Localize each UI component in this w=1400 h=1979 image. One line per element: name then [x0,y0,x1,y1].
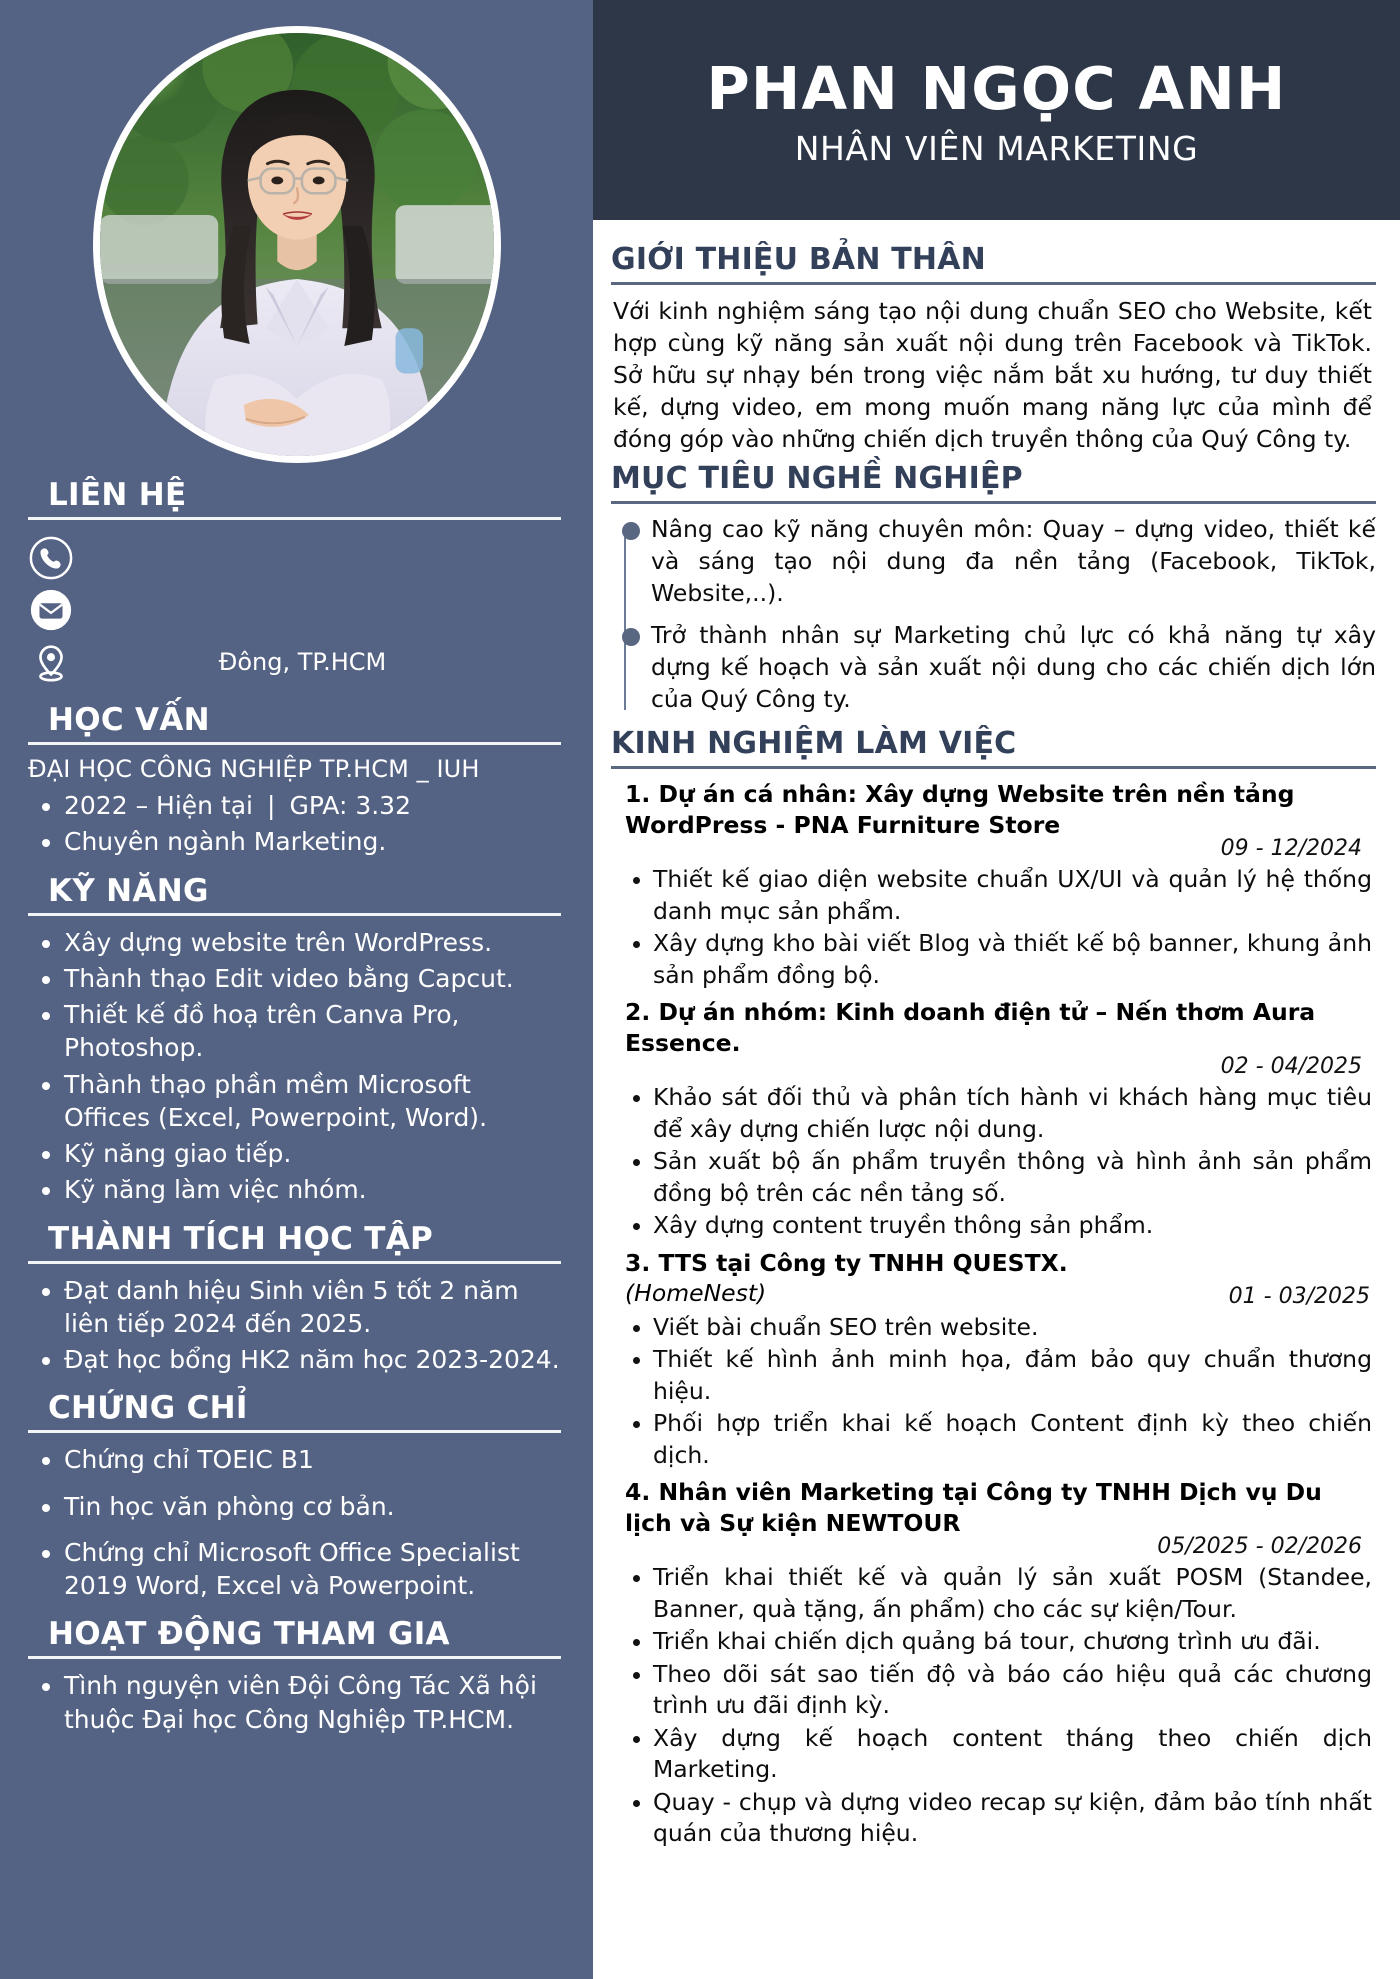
list-item: Thiết kế giao diện website chuẩn UX/UI và quản lý hệ thống danh mục sản phẩm. [611,864,1372,927]
contact-heading: LIÊN HỆ [48,477,187,513]
contact-row-phone[interactable] [28,532,561,584]
page-title: PHAN NGỌC ANH [706,53,1287,123]
activities-heading: HOẠT ĐỘNG THAM GIA [48,1616,450,1653]
contact-rule [28,517,561,520]
list-item: Chứng chỉ TOEIC B1 [28,1443,561,1476]
experience-bullets [611,1312,1376,1471]
experience-bullets [611,1562,1376,1849]
skills-list [28,926,561,1207]
list-item: Quay - chụp và dựng video recap sự kiện, đảm bảo tính nhất quán của thương hiệu. [611,1787,1372,1850]
activities-rule [28,1656,561,1659]
education-heading: HỌC VẤN [48,702,210,738]
education-list [28,789,561,859]
experience-title-main: 3. TTS tại Công ty TNHH QUESTX. [625,1248,1068,1277]
section-achievements [28,1221,561,1377]
experience-list [611,779,1376,1850]
list-item: Chứng chỉ Microsoft Office Specialist 2019 Word, Excel và Powerpoint. [28,1536,561,1603]
experience-date: 02 - 04/2025 [1220,1054,1362,1080]
achievements-list [28,1274,561,1377]
portrait-photo [100,33,494,456]
experience-bullets [611,864,1376,991]
main-column [593,0,1400,1979]
achievements-rule [28,1261,561,1264]
list-item: Trở thành nhân sự Marketing chủ lực có khả năng tự xây dựng kế hoạch và sản xuất nội dung cho các chiến dịch lớn của Quý Công ty. [617,620,1376,716]
about-rule [611,282,1376,285]
education-rule [28,742,561,745]
education-school: ĐẠI HỌC CÔNG NGHIỆP TP.HCM _ IUH [28,755,480,783]
contact-row-location[interactable] [28,636,561,688]
experience-date: 09 - 12/2024 [1220,836,1362,862]
list-item: Viết bài chuẩn SEO trên website. [611,1312,1372,1343]
objective-list [611,514,1376,716]
experience-entry [611,1477,1376,1849]
list-item [28,789,561,822]
list-item: Chuyên ngành Marketing. [28,825,561,858]
list-item: Xây dựng content truyền thông sản phẩm. [611,1210,1372,1241]
experience-entry [611,997,1376,1242]
experience-date: 05/2025 - 02/2026 [1157,1534,1362,1560]
location-icon [28,639,84,685]
section-contact [28,477,561,688]
certificates-list [28,1443,561,1602]
contact-rows [28,532,561,688]
education-separator: | [267,791,276,820]
list-item: Triển khai thiết kế và quản lý sản xuất POSM (Standee, Banner, quà tặng, ấn phẩm) cho các sự kiện/Tour. [611,1562,1372,1625]
list-item: Triển khai chiến dịch quảng bá tour, chương trình ưu đãi. [611,1626,1372,1657]
section-skills [28,873,561,1207]
list-item: Theo dõi sát sao tiến độ và báo cáo hiệu quả các chương trình ưu đãi định kỳ. [611,1659,1372,1722]
activities-list [28,1669,561,1736]
experience-rule [611,766,1376,769]
about-heading: GIỚI THIỆU BẢN THÂN [611,242,986,277]
list-item: Đạt học bổng HK2 năm học 2023-2024. [28,1343,561,1376]
certificates-rule [28,1430,561,1433]
sidebar [0,0,593,1979]
list-item: Nâng cao kỹ năng chuyên môn: Quay – dựng video, thiết kế và sáng tạo nội dung đa nền tảng (Facebook, TikTok, Website,..). [617,514,1376,610]
list-item: Thành thạo Edit video bằng Capcut. [28,962,561,995]
list-item: Kỹ năng giao tiếp. [28,1137,561,1170]
education-gpa: GPA: 3.32 [289,791,411,820]
list-item: Xây dựng kế hoạch content tháng theo chiến dịch Marketing. [611,1723,1372,1786]
objective-rule [611,501,1376,504]
list-item: Xây dựng website trên WordPress. [28,926,561,959]
experience-title: 2. Dự án nhóm: Kinh doanh điện tử – Nến thơm Aura Essence. [625,998,1316,1057]
section-education [28,702,561,859]
achievements-heading: THÀNH TÍCH HỌC TẬP [48,1220,434,1257]
name-banner [593,0,1400,220]
experience-bullets [611,1082,1376,1241]
list-item: Đạt danh hiệu Sinh viên 5 tốt 2 năm liên tiếp 2024 đến 2025. [28,1274,561,1341]
avatar-wrap [0,0,593,463]
job-title: NHÂN VIÊN MARKETING [794,129,1199,169]
contact-row-email[interactable] [28,584,561,636]
list-item: Tình nguyện viên Đội Công Tác Xã hội thuộc Đại học Công Nghiệp TP.HCM. [28,1669,561,1736]
list-item: Thiết kế đồ hoạ trên Canva Pro, Photoshop. [28,998,561,1065]
objective-heading: MỤC TIÊU NGHỀ NGHIỆP [611,461,1023,497]
list-item: Thành thạo phần mềm Microsoft Offices (Excel, Powerpoint, Word). [28,1068,561,1135]
experience-title-note: (HomeNest) [625,1279,767,1308]
certificates-heading: CHỨNG CHỈ [48,1390,248,1427]
experience-title [611,1248,1215,1309]
section-certificates [28,1390,561,1602]
experience-title: 1. Dự án cá nhân: Xây dựng Website trên nền tảng WordPress - PNA Furniture Store [625,780,1295,839]
section-about [611,242,1376,455]
phone-icon [28,535,84,581]
section-objective [611,461,1376,716]
about-text: Với kinh nghiệm sáng tạo nội dung chuẩn SEO cho Website, kết hợp cùng kỹ năng sản xuất nội dung trên Facebook và TikTok. Sở hữu sự nhạy bén trong việc nắm bắt xu hướng, tư duy thiết kế, dựng video, em mong muốn mang năng lực của mình để đóng góp vào những chiến dịch truyền thông của Quý Công ty. [613,297,1372,454]
section-activities [28,1616,561,1736]
experience-title: 4. Nhân viên Marketing tại Công ty TNHH Dịch vụ Du lịch và Sự kiện NEWTOUR [625,1478,1322,1537]
email-icon [28,587,84,633]
experience-heading: KINH NGHIỆM LÀM VIỆC [611,726,1017,762]
experience-entry [611,779,1376,991]
list-item: Kỹ năng làm việc nhóm. [28,1173,561,1206]
experience-date: 01 - 03/2025 [1228,1283,1370,1309]
skills-rule [28,913,561,916]
list-item: Xây dựng kho bài viết Blog và thiết kế bộ banner, khung ảnh sản phẩm đồng bộ. [611,928,1372,991]
avatar [93,26,501,463]
contact-value-location: Đông, TP.HCM [218,648,387,676]
list-item: Sản xuất bộ ấn phẩm truyền thông và hình ảnh sản phẩm đồng bộ trên các nền tảng số. [611,1146,1372,1209]
list-item: Phối hợp triển khai kế hoạch Content định kỳ theo chiến dịch. [611,1408,1372,1471]
experience-entry [611,1248,1376,1472]
list-item: Tin học văn phòng cơ bản. [28,1490,561,1523]
skills-heading: KỸ NĂNG [48,872,209,909]
list-item: Thiết kế hình ảnh minh họa, đảm bảo quy chuẩn thương hiệu. [611,1344,1372,1407]
list-item: Khảo sát đối thủ và phân tích hành vi khách hàng mục tiêu để xây dựng chiến lược nội dung. [611,1082,1372,1145]
section-experience [611,726,1376,1850]
education-period: 2022 – Hiện tại [64,791,254,820]
